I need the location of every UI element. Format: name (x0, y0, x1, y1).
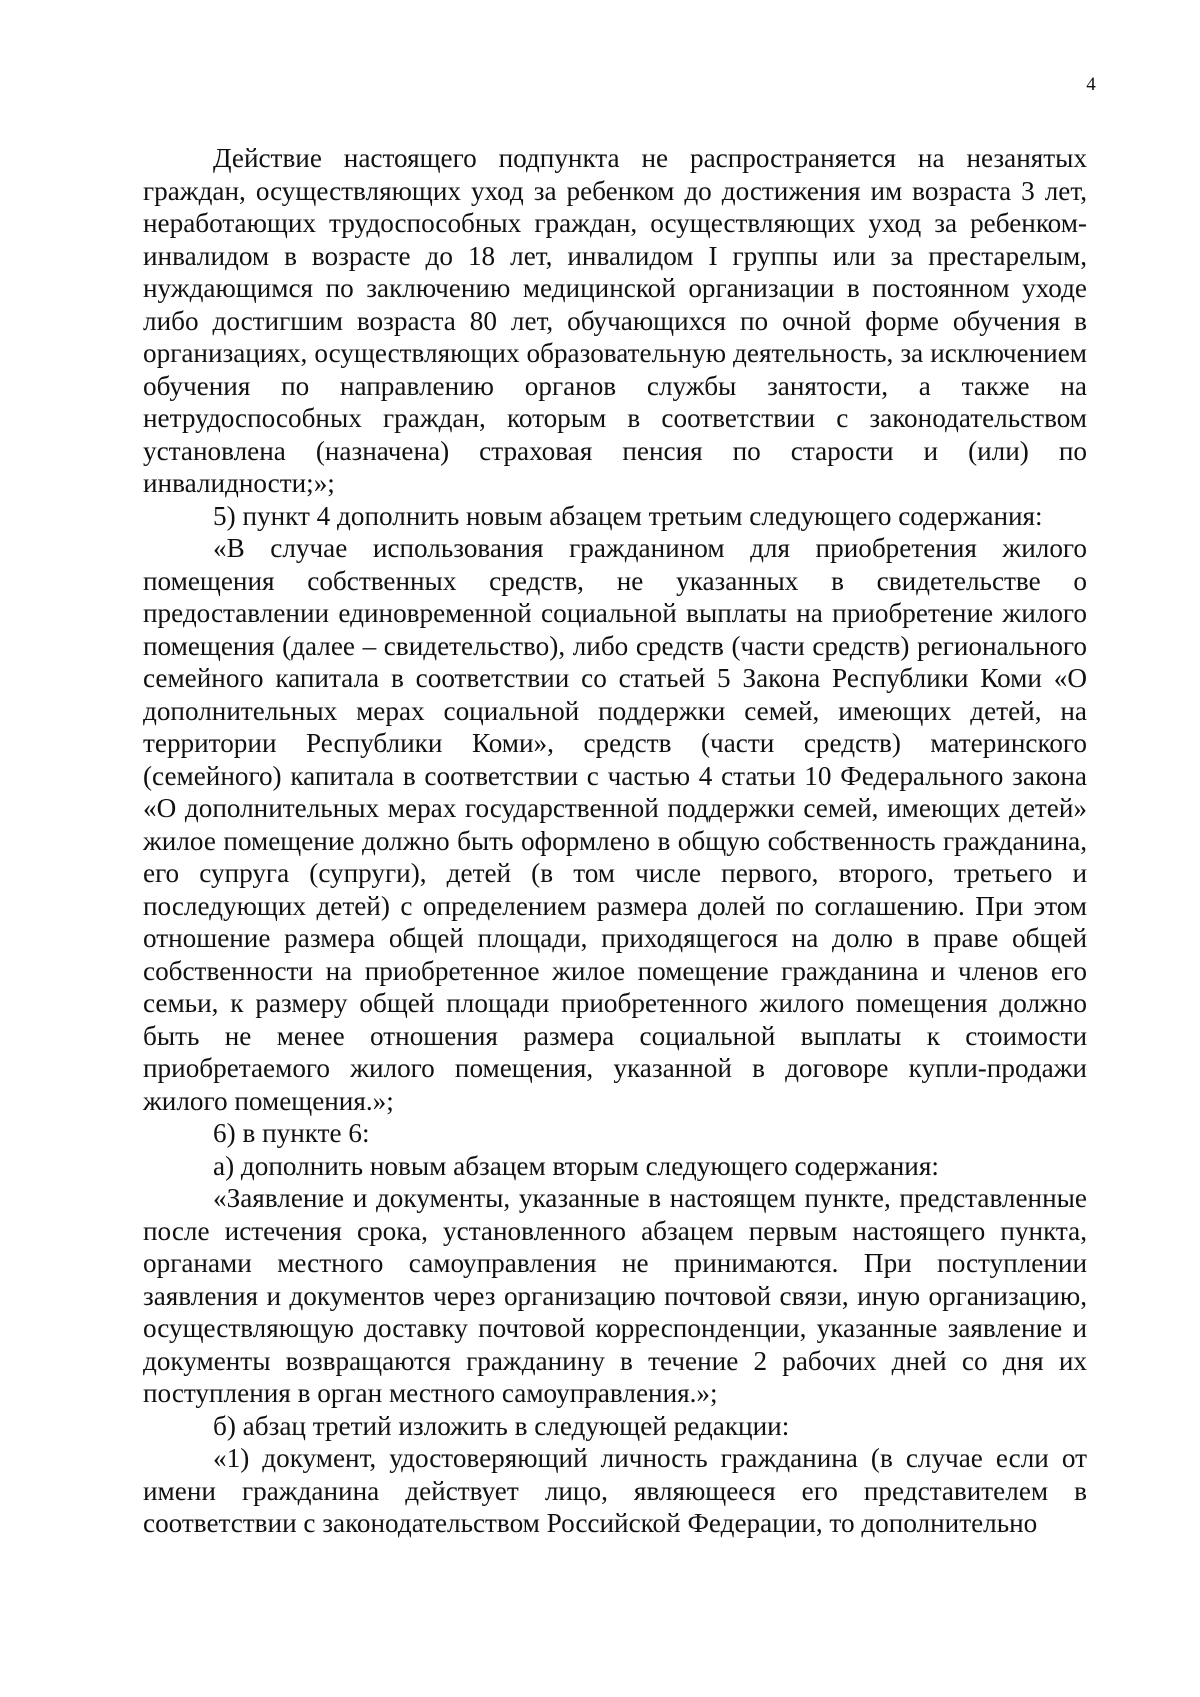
paragraph-ownership-rule: «В случае использования гражданином для приобретения жилого помещения собственных средств, не указанных в свидетельстве о предоставлении единовременной социальной выплаты на приобретение жилого помещения (далее – свидетельство), либо средств (части средств) регионального семейного капитала в соответствии со статьей 5 Закона Республики Коми «О дополнительных мерах социальной поддержки семей, имеющих детей, на территории Республики Коми», средств (части средств) материнского (семейного) капитала в соответствии с частью 4 статьи 10 Федерального закона «О дополнительных мерах государственной поддержки семей, имеющих детей» жилое помещение должно быть оформлено в общую собственность гражданина, его супруга (супруги), детей (в том числе первого, второго, третьего и последующих детей) с определением размера долей по соглашению. При этом отношение размера общей площади, приходящегося на долю в праве общей собственности на приобретенное жилое помещение гражданина и членов его семьи, к размеру общей площади приобретенного жилого помещения должно быть не менее отношения размера социальной выплаты к стоимости приобретаемого жилого помещения, указанной в договоре купли-продажи жилого помещения.»; (143, 533, 1087, 1116)
paragraph-item-6: 6) в пункте 6: (213, 1118, 370, 1148)
paragraph-identity-document: «1) документ, удостоверяющий личность гражданина (в случае если от имени гражданина действует лицо, являющееся его представителем в соответствии с законодательством Российской Федерации, то дополнительно (143, 1443, 1087, 1538)
document-body (143, 142, 1087, 1540)
page-number: 4 (1086, 74, 1096, 95)
paragraph-item-5: 5) пункт 4 дополнить новым абзацем третьим следующего содержания: (213, 500, 1043, 531)
paragraph-subitem-b: б) абзац третий изложить в следующей редакции: (213, 1410, 790, 1441)
paragraph-subitem-a: а) дополнить новым абзацем вторым следующего содержания: (213, 1150, 939, 1181)
paragraph-application-documents: «Заявление и документы, указанные в настоящем пункте, представленные после истечения срока, установленного абзацем первым настоящего пункта, органами местного самоуправления не принимаются. При поступлении заявления и документов через организацию почтовой связи, иную организацию, осуществляющую доставку почтовой корреспонденции, указанные заявление и документы возвращаются гражданину в течение 2 рабочих дней со дня их поступления в орган местного самоуправления.»; (143, 1183, 1087, 1408)
paragraph-subpoint-exception: Действие настоящего подпункта не распространяется на незанятых граждан, осуществляющих уход за ребенком до достижения им возраста 3 лет, неработающих трудоспособных граждан, осуществляющих уход за ребенком-инвалидом в возрасте до 18 лет, инвалидом I группы или за престарелым, нуждающимся по заключению медицинской организации в постоянном уходе либо достигшим возраста 80 лет, обучающихся по очной форме обучения в организациях, осуществляющих образовательную деятельность, за исключением обучения по направлению органов службы занятости, а также на нетрудоспособных граждан, которым в соответствии с законодательством установлена (назначена) страховая пенсия по старости и (или) по инвалидности;»; (143, 143, 1087, 498)
